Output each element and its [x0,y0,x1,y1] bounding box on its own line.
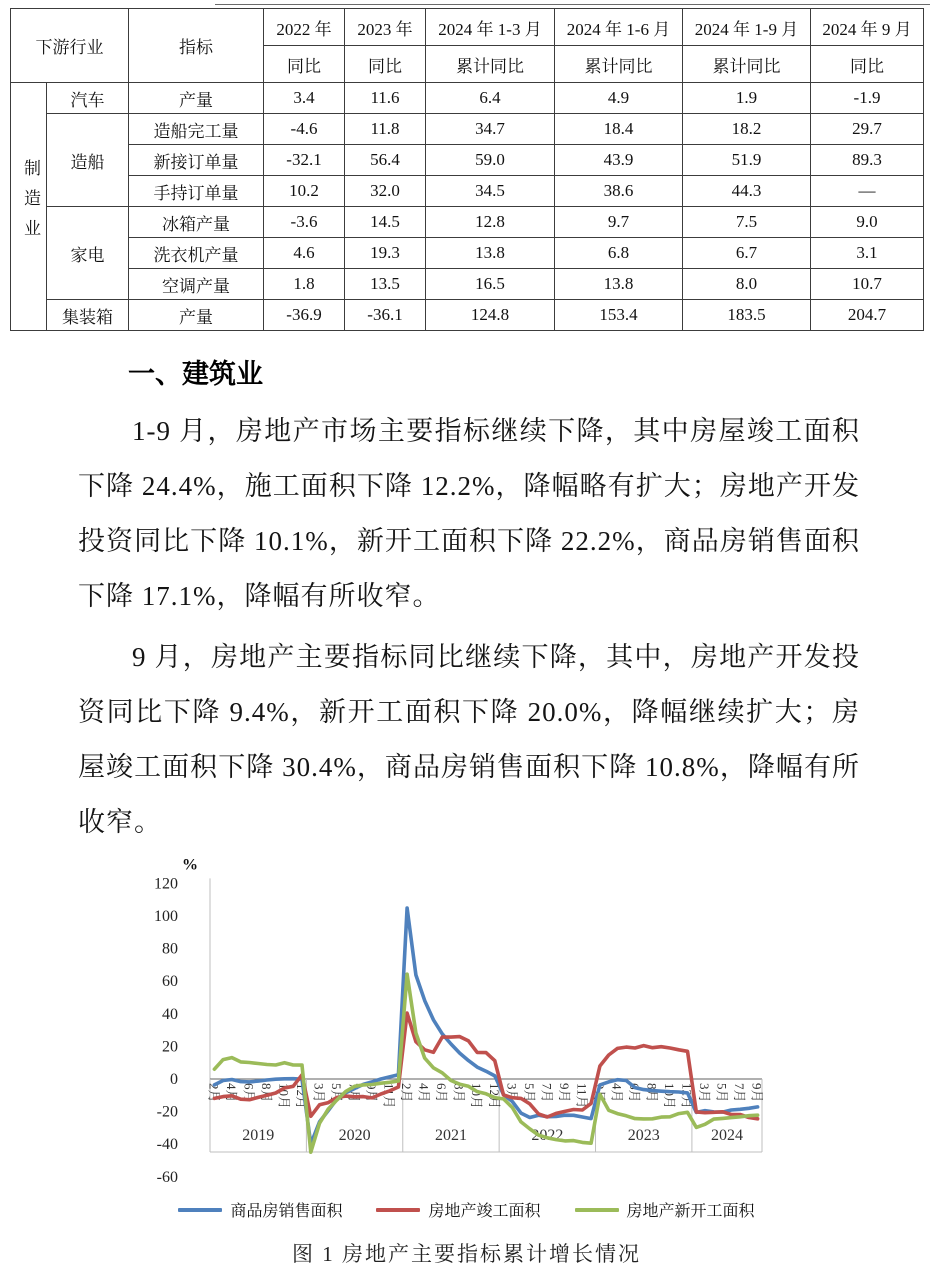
legend-line-swatch-2 [575,1208,619,1212]
x-axis-year-label: 2021 [434,1127,467,1144]
value-cell: 11.6 [345,83,426,114]
x-axis-month-label: 2月 [399,1083,415,1103]
col-header-indicator: 指标 [129,9,264,83]
value-cell: -3.6 [264,207,345,238]
y-axis-tick-label: 120 [154,875,178,893]
x-axis-month-label: 6月 [434,1083,450,1103]
indicator-label: 造船完工量 [129,114,264,145]
indicator-label: 产量 [129,300,264,331]
legend-line-swatch-0 [178,1208,222,1212]
paragraph-1: 1-9 月，房地产市场主要指标继续下降，其中房屋竣工面积下降 24.4%，施工面积下降 12.2%，降幅略有扩大；房地产开发投资同比下降 10.1%，新开工面积下降 22.2%，商品房销售面积下降 17.1%，降幅有所收窄。 [78,416,860,611]
value-cell: 4.6 [264,238,345,269]
x-axis-month-label: 10月 [276,1083,292,1110]
x-axis-month-label: 8月 [258,1083,274,1103]
x-axis-month-label: 6月 [241,1083,257,1103]
x-axis-month-label: 3月 [311,1083,327,1103]
section-heading: 一、建筑业 [128,359,263,389]
x-axis-month-label: 4月 [609,1083,625,1103]
legend-line-swatch-1 [376,1208,420,1212]
x-axis-month-label: 7月 [346,1083,362,1103]
value-cell: -36.1 [345,300,426,331]
chart-canvas [130,852,820,1198]
y-axis-tick-label: 0 [170,1071,178,1088]
value-cell: 34.5 [426,176,555,207]
value-cell: 13.8 [426,238,555,269]
value-cell: 19.3 [345,238,426,269]
value-cell: 56.4 [345,145,426,176]
real-estate-indicator-chart [130,852,820,1198]
col-header-2023: 2023 年 [345,9,426,46]
x-axis-month-label: 3月 [697,1083,713,1103]
figure-caption: 图 1 房地产主要指标累计增长情况 [292,1242,641,1266]
indicator-label: 新接订单量 [129,145,264,176]
x-axis-month-label: 4月 [416,1083,432,1103]
indicator-label: 洗衣机产量 [129,238,264,269]
x-axis-month-label: 6月 [626,1083,642,1103]
x-axis-year-label: 2023 [627,1127,660,1144]
x-axis-month-label: 5月 [714,1083,730,1103]
y-axis-tick-label: 40 [162,1005,178,1023]
value-cell: -36.9 [264,300,345,331]
value-cell: 183.5 [683,300,811,331]
value-cell: 6.4 [426,83,555,114]
col-subheader: 同比 [264,46,345,83]
value-cell: 3.1 [811,238,924,269]
col-subheader: 同比 [345,46,426,83]
col-header-2024h1: 2024 年 1-6 月 [555,9,683,46]
industry-label: 造船 [47,114,129,207]
value-cell: 51.9 [683,145,811,176]
indicator-label: 空调产量 [129,269,264,300]
y-axis-tick-label: 20 [162,1038,178,1056]
x-axis-month-label: 5月 [329,1083,345,1103]
y-axis-tick-label: -40 [156,1136,178,1154]
col-header-2024sep: 2024 年 9 月 [811,9,924,46]
value-cell: -1.9 [811,83,924,114]
x-axis-month-label: 4月 [223,1083,239,1103]
value-cell: 34.7 [426,114,555,145]
indicator-label: 产量 [129,83,264,114]
value-cell: 124.8 [426,300,555,331]
value-cell: 9.0 [811,207,924,238]
value-cell: 6.8 [555,238,683,269]
x-axis-month-label: 7月 [539,1083,555,1103]
industry-label: 家电 [47,207,129,300]
paragraph-2: 9 月，房地产主要指标同比继续下降，其中，房地产开发投资同比下降 9.4%，新开工面积下降 20.0%，降幅继续扩大；房屋竣工面积下降 30.4%，商品房销售面积下降 10.8%，降幅有所收窄。 [78,642,860,837]
value-cell: 9.7 [555,207,683,238]
value-cell: 16.5 [426,269,555,300]
x-axis-month-label: 9月 [749,1083,765,1103]
x-axis-month-label: 8月 [644,1083,660,1103]
x-axis-month-label: 9月 [556,1083,572,1103]
x-axis-month-label: 10月 [469,1083,485,1110]
y-axis-tick-label: 100 [154,908,178,925]
x-axis-year-label: 2020 [338,1127,371,1144]
cropped-row-border [215,4,930,5]
legend-label-1: 房地产竣工面积 [428,1203,541,1220]
y-axis-tick-label: 60 [162,973,178,991]
y-axis-tick-label: -60 [156,1168,178,1186]
x-axis-year-label: 2022 [531,1127,564,1144]
col-subheader: 同比 [811,46,924,83]
col-header-industry: 下游行业 [11,9,129,83]
value-cell: 13.5 [345,269,426,300]
value-cell: 13.8 [555,269,683,300]
x-axis-month-label: 11月 [381,1083,397,1109]
x-axis-month-label: 5月 [521,1083,537,1103]
series-line-2 [214,974,757,1152]
value-cell: 32.0 [345,176,426,207]
value-cell: 1.9 [683,83,811,114]
value-cell: 8.0 [683,269,811,300]
col-header-2022: 2022 年 [264,9,345,46]
value-cell: -32.1 [264,145,345,176]
x-axis-month-label: 2月 [206,1083,222,1103]
col-subheader: 累计同比 [426,46,555,83]
value-cell: 44.3 [683,176,811,207]
indicator-label: 冰箱产量 [129,207,264,238]
legend-item-0 [178,1198,342,1221]
chart-legend [0,1198,933,1221]
col-header-2024q1: 2024 年 1-3 月 [426,9,555,46]
group-label-text: 制造业 [21,159,40,249]
downstream-industry-table [10,8,924,331]
x-axis-month-label: 9月 [364,1083,380,1103]
value-cell: 153.4 [555,300,683,331]
x-axis-month-label: 11月 [574,1083,590,1109]
value-cell: -4.6 [264,114,345,145]
value-cell: 14.5 [345,207,426,238]
x-axis-month-label: 3月 [504,1083,520,1103]
x-axis-year-label: 2019 [242,1127,275,1144]
legend-item-2 [575,1198,755,1221]
col-header-2024m9cum: 2024 年 1-9 月 [683,9,811,46]
x-axis-month-label: 12月 [294,1083,309,1110]
value-cell: 204.7 [811,300,924,331]
legend-label-2: 房地产新开工面积 [626,1203,755,1220]
x-axis-month-label: 7月 [732,1083,748,1103]
value-cell: 59.0 [426,145,555,176]
y-axis-tick-label: -20 [156,1103,178,1121]
value-cell: 18.4 [555,114,683,145]
value-cell: 4.9 [555,83,683,114]
value-cell: 43.9 [555,145,683,176]
y-axis-tick-label: 80 [162,940,178,958]
col-subheader: 累计同比 [683,46,811,83]
value-cell: 10.2 [264,176,345,207]
x-axis-month-label: 12月 [679,1083,695,1110]
x-axis-month-label: 2月 [591,1083,607,1103]
x-axis-month-label: 12月 [486,1083,502,1110]
value-cell: 11.8 [345,114,426,145]
col-subheader: 累计同比 [555,46,683,83]
value-cell: 1.8 [264,269,345,300]
y-axis-unit-label: % [182,856,198,874]
indicator-label: 手持订单量 [129,176,264,207]
value-cell: 38.6 [555,176,683,207]
x-axis-year-label: 2024 [710,1127,743,1144]
x-axis-month-label: 10月 [662,1083,677,1110]
value-cell: 7.5 [683,207,811,238]
value-cell: 3.4 [264,83,345,114]
value-cell: — [811,176,924,207]
legend-label-0: 商品房销售面积 [230,1203,343,1220]
legend-item-1 [376,1198,540,1221]
industry-label: 汽车 [47,83,129,114]
value-cell: 29.7 [811,114,924,145]
x-axis-month-label: 8月 [451,1083,467,1103]
value-cell: 18.2 [683,114,811,145]
industry-label: 集装箱 [47,300,129,331]
value-cell: 10.7 [811,269,924,300]
value-cell: 12.8 [426,207,555,238]
value-cell: 6.7 [683,238,811,269]
group-label-manufacturing [11,83,47,331]
value-cell: 89.3 [811,145,924,176]
